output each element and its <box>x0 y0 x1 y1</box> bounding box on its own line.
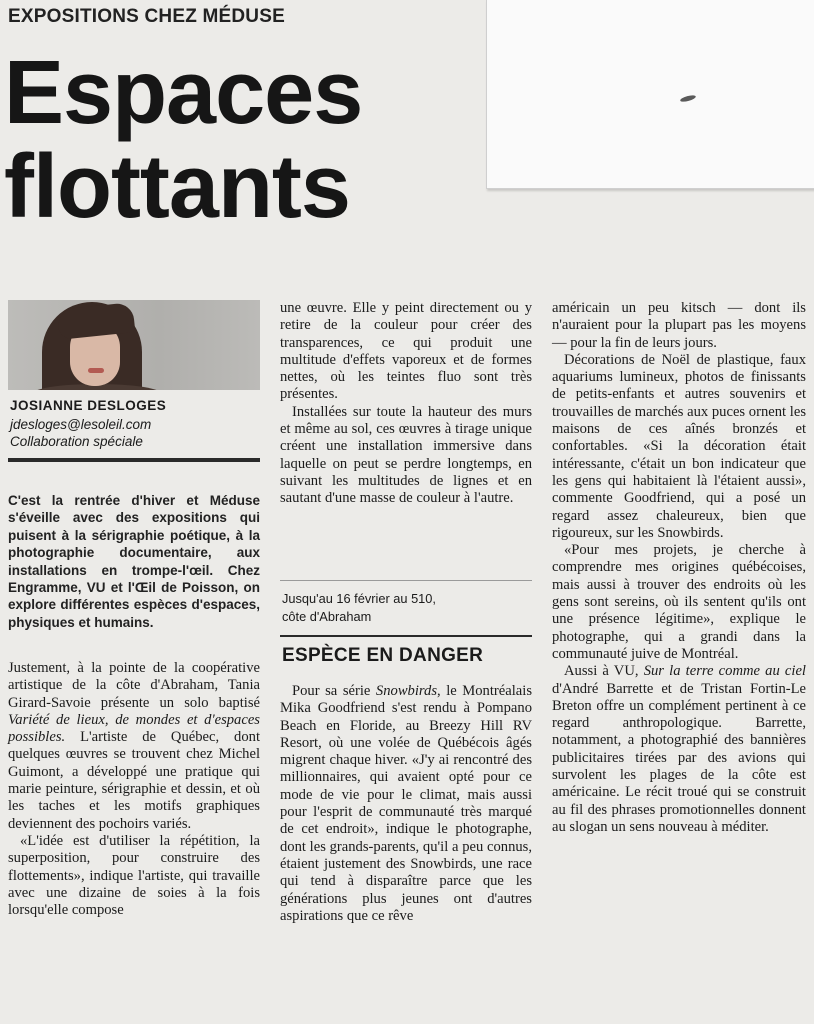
section-kicker: EXPOSITIONS CHEZ MÉDUSE <box>8 6 285 27</box>
subhead: ESPÈCE EN DANGER <box>282 645 484 666</box>
col2-paragraph-1: une œuvre. Elle y peint directement ou y retire de la couleur pour créer des transparences, ce qui produit une multitude d'effets vaporeux et de formes nettes, où les teintes fluo sont très présentes. <box>280 300 532 403</box>
col1-paragraph-1: Justement, à la pointe de la coopérative artistique de la côte d'Abraham, Tania Girard-Savoie présente un solo baptisé Variété de lieux, de mondes et d'espaces possibles. L'artiste de Québec, dont quelques œuvres se trouvent chez Michel Guimont, a développé une pratique qui marie peinture, sérigraphie et dessin, et où les taches et les motifs graphiques deviennent des pochoirs variés. <box>8 660 260 832</box>
column-2-bottom <box>280 683 532 925</box>
author-photo <box>8 300 260 390</box>
blank-paper-patch <box>486 0 814 189</box>
series-title: Snowbirds <box>375 683 438 699</box>
byline-divider <box>8 458 260 462</box>
info-divider <box>280 580 532 581</box>
exhibit-title-2: Sur la terre comme au ciel <box>643 663 806 680</box>
col2-paragraph-3: Pour sa série Snowbirds, le Montréalais Mika Goodfriend s'est rendu à Pompano Beach en Floride, au Breezy Hill RV Resort, où une volée de Québécois âgés migrent chaque hiver. «J'y ai rencontré des millionnaires, qui avaient opté pour ce mode de vie pour le climat, mais aussi pour l'esprit de communauté très marqué de cet endroit», indique le photographe, dont les grands-parents, qu'il a peu connus, étaient justement des Snowbirds, une race qui tend à disparaître parce que les générations plus jeunes ont d'autres aspirations que ce rêve <box>280 683 532 924</box>
column-2-top <box>280 300 532 508</box>
headline <box>4 43 484 237</box>
column-3 <box>552 300 806 836</box>
subhead-divider <box>280 635 532 637</box>
lede-paragraph: C'est la rentrée d'hiver et Méduse s'éveille avec des expositions qui puisent à la sérigraphie poétique, à la photographie documentaire, aux installations en trompe-l'œil. Chez Engramme, VU et l'Œil de Poisson, on explore différentes espèces d'espaces, physiques et humains. <box>8 493 260 630</box>
col3-paragraph-4: Aussi à VU, Sur la terre comme au ciel d'André Barrette et de Tristan Fortin-Le Breton offre un complément pertinent à ce regard anthropologique. Barrette, notamment, a photographié des bannières publicitaires tirées par des avions qui survolent les plages de la côte est américaine. Le récit troué qui se construit au fil des phrases promotionnelles donnent au slogan un sens nouveau à méditer. <box>552 663 806 835</box>
col1-paragraph-2: «L'idée est d'utiliser la répétition, la superposition, pour construire des flottements», indique l'artiste, qui travaille avec une dizaine de soies à la fois lorsqu'elle compose <box>8 832 260 919</box>
headline-line-1: Espaces <box>4 43 363 143</box>
byline <box>10 398 260 449</box>
column-1 <box>8 660 260 919</box>
col3-paragraph-1: américain un peu kitsch — dont ils n'auraient pour la plupart pas les moyens — pour la fin de leurs jours. <box>552 300 806 351</box>
exhibit-info-line-1: Jusqu'au 16 février au 510, <box>282 591 436 606</box>
author-role: Collaboration spéciale <box>10 434 143 449</box>
col3-paragraph-3: «Pour mes projets, je cherche à comprendre mes origines québécoises, mais aussi à trouver des endroits où les gens sont sereins, où ils sentent qu'ils ont une présence légitime», explique le photographe, qui a grandi dans la communauté juive de Montréal. <box>552 542 806 662</box>
author-name: JOSIANNE DESLOGES <box>10 398 167 413</box>
exhibit-info <box>282 590 532 626</box>
headline-line-2: flottants <box>4 137 350 237</box>
exhibit-title: Variété de lieux, de mondes et d'espaces possibles. <box>8 711 260 746</box>
col2-paragraph-2: Installées sur toute la hauteur des murs et même au sol, ces œuvres à tirage unique créent une installation immersive dans laquelle on peut se perdre longtemps, en suivant les multitudes de lignes et en sautant d'une masse de couleur à l'autre. <box>280 403 532 507</box>
bleed-through-text <box>496 190 796 280</box>
col3-paragraph-2: Décorations de Noël de plastique, faux aquariums lumineux, photos de finissants de petits-enfants et autres souvenirs et trouvailles de marchés aux puces ornent les maisons de ces aînés bronzés et confortables. «Si la décoration était intéressante, c'était un bon indicateur que les gens qui habitaient là l'étaient aussi», commente Goodfriend, qui a posé un regard assez chaleureux, bien que rigoureux, sur les Snowbirds. <box>552 351 806 541</box>
author-email: jdesloges@lesoleil.com <box>10 417 152 432</box>
exhibit-info-line-2: côte d'Abraham <box>282 609 372 624</box>
